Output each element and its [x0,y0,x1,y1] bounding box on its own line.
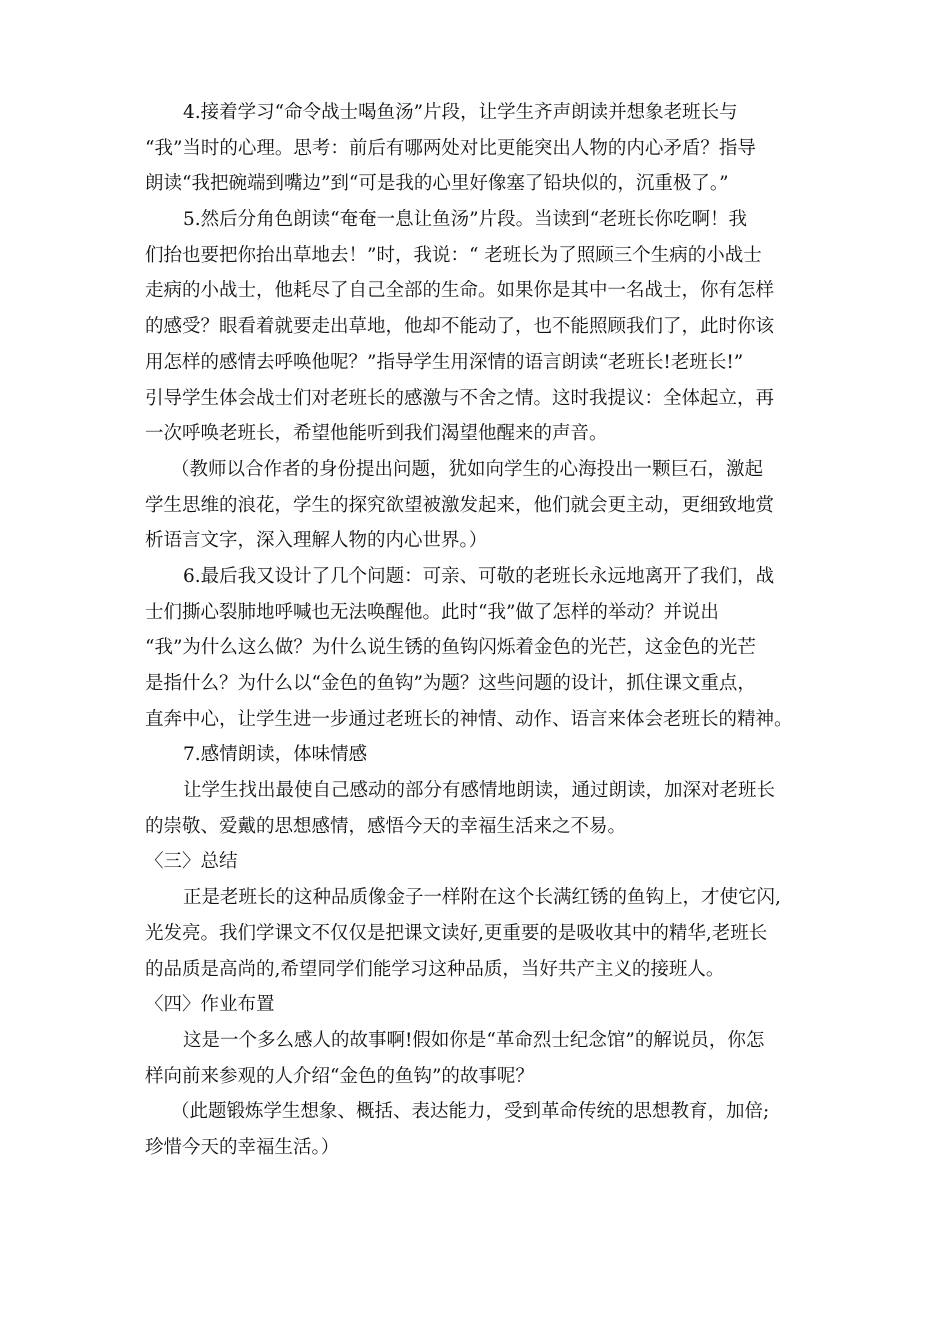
paragraph-4-line-1: 4.接着学习“命令战士喝鱼汤”片段，让学生齐声朗读并想象老班长与 [183,102,738,123]
paragraph-6-line-5: 直奔中心，让学生进一步通过老班长的神情、动作、语言来体会老班长的精神。 [145,708,793,730]
paragraph-5-line-1: 5.然后分角色朗读“奄奄一息让鱼汤”片段。当读到“老班长你吃啊！我 [183,209,748,231]
homework-note-line-1: （此题锻炼学生想象、概括、表达能力，受到革命传统的思想教育，加倍; [171,1101,770,1123]
homework-line-1: 这是一个多么感人的故事啊!假如你是“革命烈士纪念馆”的解说员，你怎 [183,1029,765,1051]
section-3-heading: 〈三〉总结 [145,851,238,873]
summary-line-3: 的品质是高尚的,希望同学们能学习这种品质，当好共产主义的接班人。 [145,958,725,980]
paragraph-7-heading: 7.感情朗读，体味情感 [183,744,368,766]
paragraph-4-line-2: “我”当时的心理。思考：前后有哪两处对比更能突出人物的内心矛盾？指导 [145,137,756,159]
homework-note-line-2: 珍惜今天的幸福生活。） [145,1136,340,1158]
paragraph-5-line-2: 们抬也要把你抬出草地去！”时，我说：“ 老班长为了照顾三个生病的小战士 [145,244,762,266]
paragraph-5-line-7: 一次呼唤老班长，希望他能听到我们渴望他醒来的声音。 [145,423,608,445]
paragraph-6-line-1: 6.最后我又设计了几个问题：可亲、可敬的老班长永远地离开了我们，战 [183,565,775,587]
paragraph-6-line-2: 士们撕心裂肺地呼喊也无法唤醒他。此时“我”做了怎样的举动？并说出 [145,601,719,623]
paragraph-6-line-4: 是指什么？为什么以“金色的鱼钩”为题？这些问题的设计，抓住课文重点， [145,673,756,694]
paragraph-5-note-line-1: （教师以合作者的身份提出问题，犹如向学生的心海投出一颗巨石，激起 [171,458,764,480]
summary-line-2: 光发亮。我们学课文不仅仅是把课文读好,更重要的是吸收其中的精华,老班长 [145,922,768,944]
paragraph-5-line-5: 用怎样的感情去呼唤他呢？”指导学生用深情的语言朗读“老班长!老班长!” [145,351,744,373]
summary-line-1: 正是老班长的这种品质像金子一样附在这个长满红锈的鱼钩上，才使它闪, [183,887,781,909]
paragraph-7-body-line-2: 的崇敬、爱戴的思想感情，感悟今天的幸福生活来之不易。 [145,815,627,837]
paragraph-5-line-6: 引导学生体会战士们对老班长的感激与不舍之情。这时我提议：全体起立，再 [145,387,775,409]
document-body [145,95,810,1166]
paragraph-7-body-line-1: 让学生找出最使自己感动的部分有感情地朗读，通过朗读，加深对老班长 [183,780,776,802]
paragraph-5-line-3: 走病的小战士，他耗尽了自己全部的生命。如果你是其中一名战士，你有怎样 [145,280,775,302]
homework-line-2: 样向前来参观的人介绍“金色的鱼钩”的故事呢？ [145,1065,534,1087]
paragraph-5-note-line-3: 析语言文字，深入理解人物的内心世界。） [145,530,488,552]
section-4-heading: 〈四〉作业布置 [145,994,275,1016]
paragraph-6-line-3: “我”为什么这么做？为什么说生锈的鱼钩闪烁着金色的光芒，这金色的光芒 [145,637,756,659]
paragraph-4-line-3: 朗读“我把碗端到嘴边”到“可是我的心里好像塞了铅块似的，沉重极了。” [145,173,729,195]
paragraph-5-line-4: 的感受？眼看着就要走出草地，他却不能动了，也不能照顾我们了，此时你该 [145,316,775,338]
paragraph-5-note-line-2: 学生思维的浪花，学生的探究欲望被激发起来，他们就会更主动，更细致地赏 [145,494,775,516]
